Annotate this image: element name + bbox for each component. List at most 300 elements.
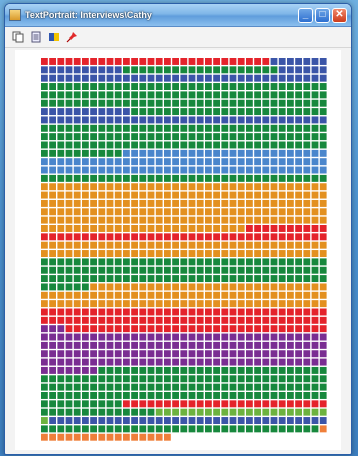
portrait-cell	[180, 400, 187, 407]
portrait-cell	[172, 192, 179, 199]
portrait-cell	[49, 183, 56, 190]
portrait-cell	[74, 75, 81, 82]
portrait-cell	[189, 317, 196, 324]
portrait-cell	[115, 158, 122, 165]
portrait-cell	[189, 208, 196, 215]
portrait-cell	[82, 250, 89, 257]
portrait-cell	[287, 350, 294, 357]
portrait-cell	[295, 58, 302, 65]
portrait-cell	[164, 350, 171, 357]
portrait-cell	[148, 200, 155, 207]
portrait-cell	[213, 233, 220, 240]
portrait-cell	[131, 116, 138, 123]
portrait-cell	[205, 359, 212, 366]
portrait-cell	[131, 200, 138, 207]
portrait-cell	[197, 334, 204, 341]
portrait-cell	[312, 100, 319, 107]
portrait-cell	[139, 292, 146, 299]
portrait-cell	[271, 58, 278, 65]
portrait-cell	[262, 142, 269, 149]
portrait-cell	[57, 91, 64, 98]
portrait-cell	[254, 100, 261, 107]
portrait-cell	[287, 325, 294, 332]
portrait-cell	[156, 275, 163, 282]
portrait-cell	[98, 375, 105, 382]
portrait-cell	[123, 108, 130, 115]
portrait-cell	[82, 267, 89, 274]
portrait-cell	[221, 225, 228, 232]
portrait-cell	[271, 175, 278, 182]
portrait-cell	[172, 292, 179, 299]
portrait-cell	[41, 58, 48, 65]
portrait-cell	[115, 434, 122, 441]
toolbar	[5, 27, 351, 48]
portrait-cell	[246, 192, 253, 199]
portrait-cell	[320, 258, 327, 265]
portrait-cell	[295, 359, 302, 366]
portrait-cell	[262, 150, 269, 157]
portrait-cell	[139, 242, 146, 249]
portrait-cell	[57, 400, 64, 407]
portrait-cell	[254, 317, 261, 324]
portrait-cell	[303, 225, 310, 232]
portrait-cell	[205, 350, 212, 357]
portrait-cell	[180, 83, 187, 90]
portrait-cell	[49, 158, 56, 165]
portrait-cell	[205, 125, 212, 132]
portrait-cell	[303, 208, 310, 215]
portrait-cell	[41, 425, 48, 432]
portrait-cell	[295, 425, 302, 432]
portrait-cell	[115, 217, 122, 224]
portrait-cell	[197, 116, 204, 123]
portrait-cell	[172, 384, 179, 391]
copy-icon[interactable]	[11, 30, 25, 44]
portrait-cell	[98, 342, 105, 349]
list-icon[interactable]	[29, 30, 43, 44]
portrait-cell	[287, 66, 294, 73]
portrait-cell	[172, 309, 179, 316]
portrait-cell	[180, 367, 187, 374]
portrait-cell	[172, 158, 179, 165]
portrait-cell	[180, 125, 187, 132]
portrait-cell	[303, 342, 310, 349]
portrait-cell	[189, 359, 196, 366]
color-icon[interactable]	[47, 30, 61, 44]
portrait-cell	[221, 100, 228, 107]
portrait-cell	[131, 292, 138, 299]
portrait-cell	[246, 66, 253, 73]
portrait-cell	[123, 208, 130, 215]
portrait-cell	[74, 200, 81, 207]
portrait-cell	[139, 334, 146, 341]
portrait-cell	[66, 66, 73, 73]
portrait-cell	[82, 192, 89, 199]
close-button[interactable]: ✕	[332, 8, 347, 23]
portrait-cell	[180, 292, 187, 299]
portrait-cell	[230, 400, 237, 407]
minimize-button[interactable]: _	[298, 8, 313, 23]
portrait-cell	[164, 208, 171, 215]
portrait-cell	[57, 409, 64, 416]
portrait-cell	[139, 217, 146, 224]
portrait-cell	[107, 409, 114, 416]
portrait-cell	[57, 116, 64, 123]
portrait-cell	[238, 75, 245, 82]
portrait-cell	[90, 58, 97, 65]
portrait-cell	[279, 409, 286, 416]
portrait-cell	[107, 208, 114, 215]
portrait-cell	[279, 400, 286, 407]
portrait-cell	[139, 200, 146, 207]
portrait-cell	[271, 225, 278, 232]
portrait-cell	[82, 133, 89, 140]
portrait-cell	[90, 283, 97, 290]
portrait-cell	[139, 233, 146, 240]
portrait-cell	[139, 183, 146, 190]
portrait-cell	[66, 242, 73, 249]
portrait-cell	[205, 158, 212, 165]
portrait-cell	[57, 425, 64, 432]
portrait-cell	[98, 359, 105, 366]
portrait-cell	[164, 317, 171, 324]
portrait-cell	[180, 58, 187, 65]
portrait-cell	[172, 375, 179, 382]
portrait-cell	[115, 283, 122, 290]
portrait-cell	[164, 167, 171, 174]
portrait-cell	[49, 400, 56, 407]
portrait-cell	[74, 133, 81, 140]
portrait-cell	[49, 317, 56, 324]
portrait-cell	[320, 384, 327, 391]
portrait-cell	[131, 100, 138, 107]
portrait-cell	[66, 183, 73, 190]
portrait-cell	[115, 242, 122, 249]
portrait-cell	[98, 175, 105, 182]
portrait-cell	[295, 258, 302, 265]
portrait-cell	[254, 325, 261, 332]
portrait-cell	[254, 250, 261, 257]
portrait-cell	[57, 75, 64, 82]
portrait-cell	[262, 359, 269, 366]
portrait-cell	[57, 208, 64, 215]
portrait-cell	[303, 267, 310, 274]
portrait-cell	[57, 367, 64, 374]
portrait-cell	[287, 242, 294, 249]
portrait-cell	[295, 375, 302, 382]
portrait-cell	[238, 325, 245, 332]
portrait-cell	[90, 183, 97, 190]
portrait-cell	[98, 400, 105, 407]
portrait-cell	[66, 325, 73, 332]
portrait-cell	[180, 350, 187, 357]
portrait-cell	[295, 409, 302, 416]
portrait-cell	[156, 58, 163, 65]
portrait-cell	[303, 425, 310, 432]
portrait-cell	[246, 150, 253, 157]
portrait-cell	[180, 275, 187, 282]
portrait-cell	[164, 200, 171, 207]
portrait-cell	[57, 342, 64, 349]
portrait-cell	[41, 409, 48, 416]
portrait-cell	[303, 317, 310, 324]
portrait-cell	[98, 434, 105, 441]
portrait-cell	[213, 325, 220, 332]
portrait-cell	[66, 133, 73, 140]
portrait-cell	[221, 392, 228, 399]
portrait-cell	[271, 267, 278, 274]
portrait-cell	[172, 409, 179, 416]
portrait-cell	[238, 392, 245, 399]
portrait-cell	[139, 58, 146, 65]
portrait-cell	[41, 142, 48, 149]
portrait-cell	[74, 283, 81, 290]
portrait-cell	[230, 258, 237, 265]
portrait-cell	[115, 225, 122, 232]
portrait-cell	[156, 317, 163, 324]
portrait-cell	[295, 283, 302, 290]
portrait-cell	[205, 66, 212, 73]
portrait-cell	[221, 409, 228, 416]
portrait-cell	[90, 125, 97, 132]
portrait-cell	[262, 66, 269, 73]
portrait-cell	[295, 225, 302, 232]
portrait-cell	[197, 267, 204, 274]
portrait-cell	[123, 66, 130, 73]
portrait-cell	[312, 217, 319, 224]
portrait-cell	[156, 75, 163, 82]
portrait-cell	[123, 91, 130, 98]
portrait-cell	[230, 83, 237, 90]
portrait-cell	[279, 167, 286, 174]
portrait-cell	[164, 100, 171, 107]
portrait-cell	[230, 392, 237, 399]
portrait-cell	[180, 233, 187, 240]
portrait-cell	[189, 367, 196, 374]
title-bar[interactable]	[5, 4, 351, 27]
portrait-cell	[279, 208, 286, 215]
portrait-cell	[303, 125, 310, 132]
portrait-cell	[66, 367, 73, 374]
portrait-cell	[148, 242, 155, 249]
portrait-cell	[205, 409, 212, 416]
portrait-cell	[320, 250, 327, 257]
portrait-cell	[213, 309, 220, 316]
portrait-cell	[254, 300, 261, 307]
portrait-cell	[82, 342, 89, 349]
portrait-cell	[205, 192, 212, 199]
portrait-cell	[123, 242, 130, 249]
portrait-cell	[98, 392, 105, 399]
portrait-cell	[82, 350, 89, 357]
portrait-cell	[221, 317, 228, 324]
portrait-cell	[279, 58, 286, 65]
portrait-cell	[41, 133, 48, 140]
portrait-cell	[213, 175, 220, 182]
portrait-cell	[205, 400, 212, 407]
portrait-cell	[262, 192, 269, 199]
portrait-cell	[123, 275, 130, 282]
portrait-cell	[156, 375, 163, 382]
portrait-cell	[57, 283, 64, 290]
portrait-cell	[238, 167, 245, 174]
portrait-cell	[238, 334, 245, 341]
portrait-cell	[131, 233, 138, 240]
portrait-cell	[221, 192, 228, 199]
portrait-cell	[271, 417, 278, 424]
portrait-cell	[189, 225, 196, 232]
portrait-cell	[90, 359, 97, 366]
maximize-button[interactable]: □	[315, 8, 330, 23]
portrait-cell	[213, 200, 220, 207]
portrait-cell	[90, 317, 97, 324]
portrait-cell	[279, 142, 286, 149]
portrait-cell	[82, 417, 89, 424]
portrait-cell	[107, 58, 114, 65]
portrait-cell	[262, 384, 269, 391]
portrait-cell	[139, 91, 146, 98]
portrait-cell	[49, 375, 56, 382]
portrait-cell	[303, 108, 310, 115]
portrait-cell	[41, 100, 48, 107]
portrait-cell	[66, 309, 73, 316]
portrait-cell	[82, 309, 89, 316]
portrait-cell	[98, 325, 105, 332]
portrait-cell	[246, 133, 253, 140]
portrait-cell	[279, 334, 286, 341]
portrait-cell	[287, 367, 294, 374]
portrait-cell	[230, 75, 237, 82]
portrait-cell	[90, 116, 97, 123]
portrait-cell	[57, 175, 64, 182]
portrait-cell	[172, 283, 179, 290]
portrait-cell	[123, 334, 130, 341]
portrait-cell	[279, 384, 286, 391]
portrait-cell	[205, 250, 212, 257]
portrait-cell	[197, 409, 204, 416]
portrait-cell	[164, 91, 171, 98]
portrait-cell	[320, 425, 327, 432]
portrait-cell	[66, 300, 73, 307]
portrait-cell	[221, 250, 228, 257]
portrait-cell	[197, 125, 204, 132]
portrait-cell	[189, 425, 196, 432]
portrait-cell	[74, 125, 81, 132]
portrait-cell	[164, 425, 171, 432]
portrait-cell	[148, 267, 155, 274]
portrait-cell	[230, 350, 237, 357]
portrait-cell	[98, 309, 105, 316]
portrait-cell	[213, 409, 220, 416]
portrait-cell	[82, 91, 89, 98]
portrait-cell	[246, 375, 253, 382]
portrait-cell	[254, 183, 261, 190]
portrait-cell	[66, 400, 73, 407]
portrait-cell	[172, 317, 179, 324]
portrait-cell	[156, 409, 163, 416]
portrait-cell	[49, 409, 56, 416]
portrait-cell	[312, 317, 319, 324]
portrait-cell	[230, 100, 237, 107]
portrait-cell	[164, 417, 171, 424]
portrait-cell	[221, 58, 228, 65]
portrait-cell	[279, 258, 286, 265]
portrait-cell	[213, 367, 220, 374]
portrait-cell	[189, 258, 196, 265]
portrait-cell	[66, 158, 73, 165]
portrait-cell	[148, 434, 155, 441]
portrait-cell	[279, 250, 286, 257]
portrait-cell	[164, 342, 171, 349]
portrait-cell	[49, 367, 56, 374]
portrait-cell	[295, 300, 302, 307]
portrait-cell	[287, 300, 294, 307]
portrait-cell	[98, 317, 105, 324]
portrait-cell	[156, 267, 163, 274]
portrait-cell	[205, 292, 212, 299]
portrait-cell	[279, 91, 286, 98]
portrait-cell	[287, 133, 294, 140]
portrait-cell	[303, 309, 310, 316]
pin-icon[interactable]	[65, 30, 79, 44]
portrait-cell	[57, 258, 64, 265]
portrait-cell	[295, 233, 302, 240]
portrait-cell	[66, 392, 73, 399]
portrait-cell	[49, 133, 56, 140]
portrait-cell	[74, 359, 81, 366]
portrait-cell	[123, 425, 130, 432]
portrait-cell	[172, 258, 179, 265]
portrait-cell	[213, 300, 220, 307]
portrait-cell	[287, 417, 294, 424]
portrait-cell	[230, 108, 237, 115]
portrait-cell	[131, 275, 138, 282]
portrait-cell	[172, 175, 179, 182]
portrait-cell	[180, 75, 187, 82]
portrait-cell	[41, 283, 48, 290]
portrait-cell	[90, 175, 97, 182]
portrait-cell	[123, 359, 130, 366]
portrait-cell	[49, 342, 56, 349]
portrait-cell	[131, 175, 138, 182]
portrait-cell	[156, 292, 163, 299]
portrait-cell	[164, 334, 171, 341]
portrait-cell	[254, 225, 261, 232]
portrait-cell	[238, 225, 245, 232]
portrait-cell	[66, 425, 73, 432]
portrait-cell	[262, 233, 269, 240]
portrait-cell	[156, 142, 163, 149]
portrait-cell	[197, 367, 204, 374]
portrait-cell	[90, 434, 97, 441]
portrait-cell	[115, 258, 122, 265]
portrait-cell	[287, 275, 294, 282]
portrait-cell	[205, 384, 212, 391]
portrait-cell	[189, 325, 196, 332]
portrait-cell	[189, 292, 196, 299]
portrait-cell	[221, 283, 228, 290]
portrait-cell	[213, 158, 220, 165]
portrait-cell	[205, 242, 212, 249]
portrait-cell	[41, 350, 48, 357]
portrait-cell	[139, 83, 146, 90]
portrait-cell	[312, 300, 319, 307]
portrait-cell	[238, 217, 245, 224]
portrait-cell	[148, 91, 155, 98]
portrait-cell	[57, 200, 64, 207]
portrait-cell	[164, 225, 171, 232]
portrait-cell	[131, 384, 138, 391]
